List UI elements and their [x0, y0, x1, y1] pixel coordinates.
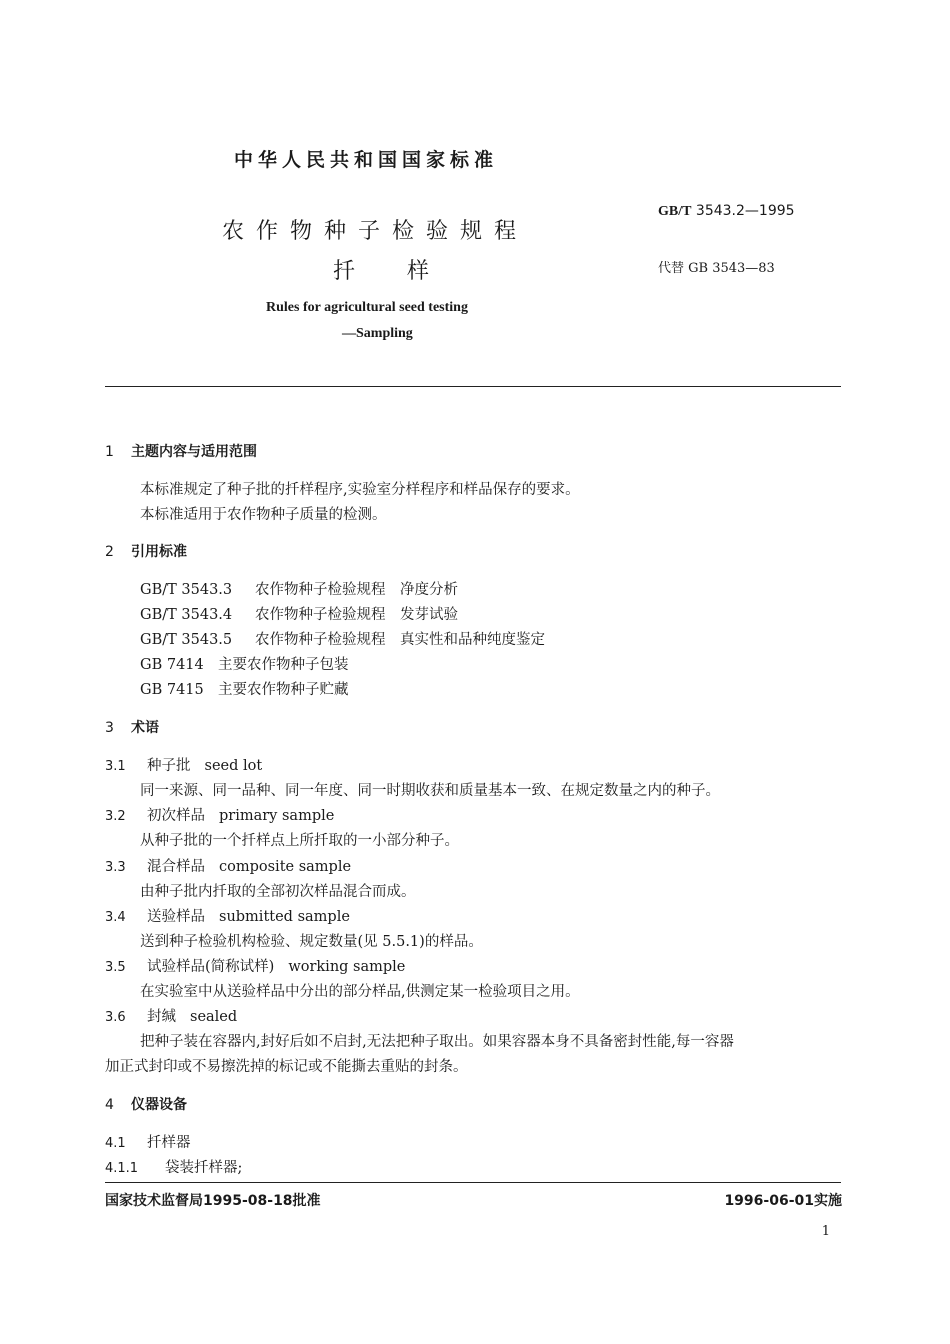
reference-title: 农作物种子检验规程 净度分析: [255, 582, 458, 598]
replaces-note: 代替 GB 3543—83: [658, 261, 775, 276]
term-number: 3.6: [105, 1010, 126, 1025]
section-number: 1: [105, 444, 114, 460]
english-title: Rules for agricultural seed testing: [266, 300, 468, 315]
term-name: 试验样品(简称试样): [147, 959, 275, 975]
section-title: 仪器设备: [131, 1097, 187, 1113]
term-number: 3.5: [105, 960, 126, 975]
section-3-heading: [105, 717, 159, 737]
reference-code: GB/T 3543.4: [140, 607, 233, 623]
term-number: 3.3: [105, 860, 126, 875]
term-english: composite sample: [219, 859, 352, 875]
term-entry: [105, 955, 405, 976]
term-number: 3.4: [105, 910, 126, 925]
reference-item: [140, 628, 545, 649]
term-definition-continued: 加正式封印或不易擦洗掉的标记或不能撕去重贴的封条。: [105, 1059, 468, 1075]
document-subtitle: [333, 254, 429, 285]
term-name: 混合样品: [147, 859, 205, 875]
subtitle-char-2: 样: [407, 259, 430, 284]
term-english: submitted sample: [219, 909, 350, 925]
header-divider: [105, 386, 841, 387]
term-definition: 送到种子检验机构检验、规定数量(见 5.5.1)的样品。: [140, 934, 483, 950]
reference-code: GB 7415: [140, 682, 204, 698]
standard-prefix: GB/T: [658, 204, 692, 219]
reference-title: 主要农作物种子包装: [218, 657, 349, 673]
term-name: 送验样品: [147, 909, 205, 925]
reference-item: [140, 678, 349, 699]
subsection-number: 4.1.1: [105, 1161, 139, 1176]
subsection-title: 袋装扦样器;: [165, 1160, 243, 1176]
section-1-heading: [105, 441, 257, 461]
section-title: 术语: [131, 720, 159, 736]
english-subtitle: —Sampling: [342, 326, 413, 341]
term-number: 3.2: [105, 809, 126, 824]
paragraph: 本标准适用于农作物种子质量的检测。: [140, 507, 387, 523]
term-definition: 在实验室中从送验样品中分出的部分样品,供测定某一检验项目之用。: [140, 984, 580, 1000]
subsection-number: 4.1: [105, 1136, 126, 1151]
section-title: 引用标准: [131, 544, 187, 560]
term-definition: 同一来源、同一品种、同一年度、同一时期收获和质量基本一致、在规定数量之内的种子。: [140, 783, 720, 799]
page-number: 1: [821, 1224, 830, 1239]
section-4-heading: [105, 1094, 187, 1114]
reference-item: [140, 578, 458, 599]
term-number: 3.1: [105, 759, 126, 774]
term-name: 初次样品: [147, 808, 205, 824]
subtitle-char-1: 扦: [333, 259, 356, 284]
term-english: working sample: [288, 959, 406, 975]
reference-code: GB/T 3543.3: [140, 582, 233, 598]
term-definition: 从种子批的一个扦样点上所扦取的一小部分种子。: [140, 833, 459, 849]
reference-title: 农作物种子检验规程 发芽试验: [255, 607, 458, 623]
subsection-4-1-1: [105, 1156, 242, 1177]
section-number: 3: [105, 720, 114, 736]
effective-date: 1996-06-01实施: [724, 1193, 842, 1209]
reference-item: [140, 603, 458, 624]
term-entry: [105, 804, 334, 825]
term-entry: [105, 905, 350, 926]
reference-title: 农作物种子检验规程 真实性和品种纯度鉴定: [255, 632, 545, 648]
standard-number: [658, 203, 795, 220]
term-name: 种子批: [147, 758, 191, 774]
issuing-authority: 中华人民共和国国家标准: [234, 149, 499, 171]
term-definition: 把种子装在容器内,封好后如不启封,无法把种子取出。如果容器本身不具备密封性能,每一容器: [140, 1034, 734, 1050]
term-english: sealed: [190, 1009, 238, 1025]
reference-item: [140, 653, 349, 674]
term-entry: [105, 754, 262, 775]
subsection-title: 扦样器: [147, 1135, 191, 1151]
section-2-heading: [105, 541, 187, 561]
term-name: 封缄: [147, 1009, 176, 1025]
reference-code: GB 7414: [140, 657, 204, 673]
footer-divider: [105, 1182, 841, 1183]
term-english: seed lot: [204, 758, 263, 774]
paragraph: 本标准规定了种子批的扦样程序,实验室分样程序和样品保存的要求。: [140, 482, 580, 498]
reference-code: GB/T 3543.5: [140, 632, 233, 648]
term-definition: 由种子批内扦取的全部初次样品混合而成。: [140, 884, 416, 900]
section-title: 主题内容与适用范围: [131, 444, 257, 460]
standard-code: 3543.2—1995: [695, 203, 795, 219]
reference-title: 主要农作物种子贮藏: [218, 682, 349, 698]
term-entry: [105, 1005, 237, 1026]
section-number: 2: [105, 544, 114, 560]
term-english: primary sample: [219, 808, 335, 824]
term-entry: [105, 855, 351, 876]
section-number: 4: [105, 1097, 114, 1113]
approval-date: 国家技术监督局1995-08-18批准: [105, 1193, 321, 1209]
document-title: 农作物种子检验规程: [222, 219, 529, 244]
subsection-4-1: [105, 1131, 191, 1152]
